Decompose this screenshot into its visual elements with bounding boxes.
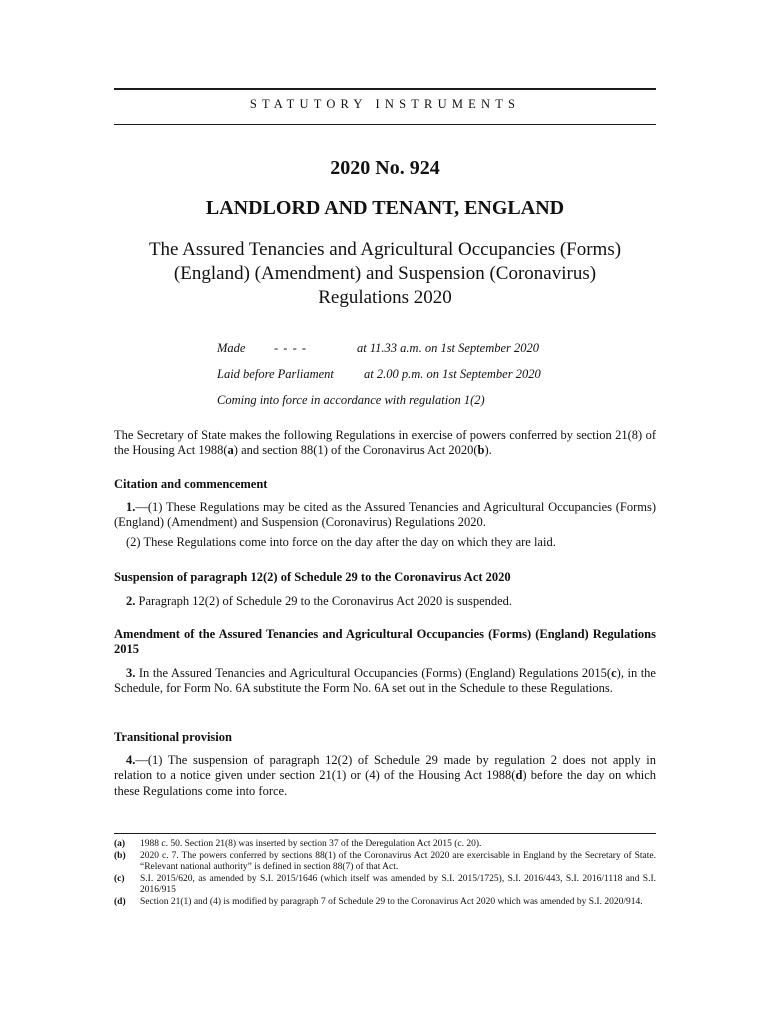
made-label: Made	[217, 341, 246, 355]
title-line-1: The Assured Tenancies and Agricultural Occupancies (Forms)	[148, 239, 622, 260]
preamble-text-2: ) and section 88(1) of the Coronavirus Act 2020(	[233, 443, 478, 458]
laid-value: at 2.00 p.m. on 1st September 2020	[364, 367, 541, 381]
made-dots: - - - -	[274, 341, 308, 355]
header-top-rule	[114, 88, 656, 90]
footnote-a	[114, 839, 656, 851]
coming-into-force: Coming into force in accordance with regulation 1(2)	[217, 393, 485, 407]
preamble	[114, 428, 656, 459]
made-value: at 11.33 a.m. on 1st September 2020	[357, 341, 540, 355]
section-4-text-1: —(1) The suspension of paragraph 12(2) of Schedule 29 made by regulation 2 does not apply in relation to a notice given under section 21(1) or (4) of the Housing Act 1988(	[114, 753, 656, 783]
footnote-d	[114, 897, 656, 909]
section-3-heading: Amendment of the Assured Tenancies and Agricultural Occupancies (Forms) (England) Regulations 2015	[114, 627, 656, 657]
section-1-para-1: —(1) These Regulations may be cited as the Assured Tenancies and Agricultural Occupancies (Forms) (England) (Amendment) and Suspension (Coronavirus) Regulations 2020.	[114, 500, 656, 530]
section-2-text: Paragraph 12(2) of Schedule 29 to the Coronavirus Act 2020 is suspended.	[135, 594, 513, 608]
section-1-heading: Citation and commencement	[114, 477, 268, 491]
section-3-text-1: In the Assured Tenancies and Agricultural Occupancies (Forms) (England) Regulations 2015(	[135, 666, 612, 680]
laid-label: Laid before Parliament	[217, 367, 334, 381]
section-4-number: 4.	[126, 753, 136, 767]
statutory-instruments-label: STATUTORY INSTRUMENTS	[249, 97, 521, 111]
footnote-mark: (d)	[114, 896, 126, 907]
section-2-heading: Suspension of paragraph 12(2) of Schedule 29 to the Coronavirus Act 2020	[114, 570, 511, 584]
footnote-b	[114, 851, 656, 874]
preamble-text-1: The Secretary of State makes the following Regulations in exercise of powers conferred by section 21(8) of the Housing Act 1988(	[114, 428, 656, 458]
footnote-ref-b: b	[477, 443, 485, 458]
section-2-body	[114, 594, 656, 609]
section-4-text-2: ) before the day on which these Regulations come into force.	[114, 768, 656, 798]
footnote-c	[114, 874, 656, 897]
footnote-mark: (c)	[114, 873, 125, 884]
section-4-heading: Transitional provision	[114, 730, 232, 744]
section-3-text-2: ), in the Schedule, for Form No. 6A substitute the Form No. 6A set out in the Schedule to these Regulations.	[114, 666, 656, 696]
title-line-2: (England) (Amendment) and Suspension (Coronavirus)	[173, 263, 597, 284]
section-1-body	[114, 500, 656, 550]
section-2-number: 2.	[126, 594, 136, 608]
footnote-ref-d: d	[515, 768, 523, 783]
footnote-ref-c: c	[611, 666, 617, 680]
footnote-text: 1988 c. 50. Section 21(8) was inserted by section 37 of the Deregulation Act 2015 (c. 20).	[140, 839, 482, 849]
footnote-text: S.I. 2015/620, as amended by S.I. 2015/1646 (which itself was amended by S.I. 2015/1725), S.I. 2016/443, S.I. 2016/1118 and S.I. 2016/915	[140, 873, 656, 895]
footnote-mark: (a)	[114, 839, 126, 849]
section-1-number: 1.	[126, 500, 136, 514]
instrument-subject: LANDLORD AND TENANT, ENGLAND	[205, 197, 565, 219]
section-1-para-2: (2) These Regulations come into force on the day after the day on which they are laid.	[126, 534, 556, 549]
section-3-body	[114, 666, 656, 697]
footnote-text: 2020 c. 7. The powers conferred by sections 88(1) of the Coronavirus Act 2020 are exercisable in England by the Secretary of State. “Relevant national authority” is defined in section 88(7) of that Act.	[140, 850, 656, 872]
footnotes	[114, 839, 656, 908]
title-line-3: Regulations 2020	[318, 287, 452, 308]
preamble-text-3: ).	[484, 443, 492, 458]
instrument-title	[114, 238, 656, 310]
header-bottom-rule	[114, 124, 656, 125]
footnote-ref-a: a	[227, 443, 234, 458]
footnote-mark: (b)	[114, 850, 126, 861]
section-4-body	[114, 753, 656, 799]
section-3-number: 3.	[126, 666, 136, 680]
footnote-text: Section 21(1) and (4) is modified by paragraph 7 of Schedule 29 to the Coronavirus Act 2020 which was amended by S.I. 2020/914.	[140, 896, 643, 907]
footnote-rule	[114, 833, 656, 834]
instrument-number: 2020 No. 924	[330, 157, 440, 179]
